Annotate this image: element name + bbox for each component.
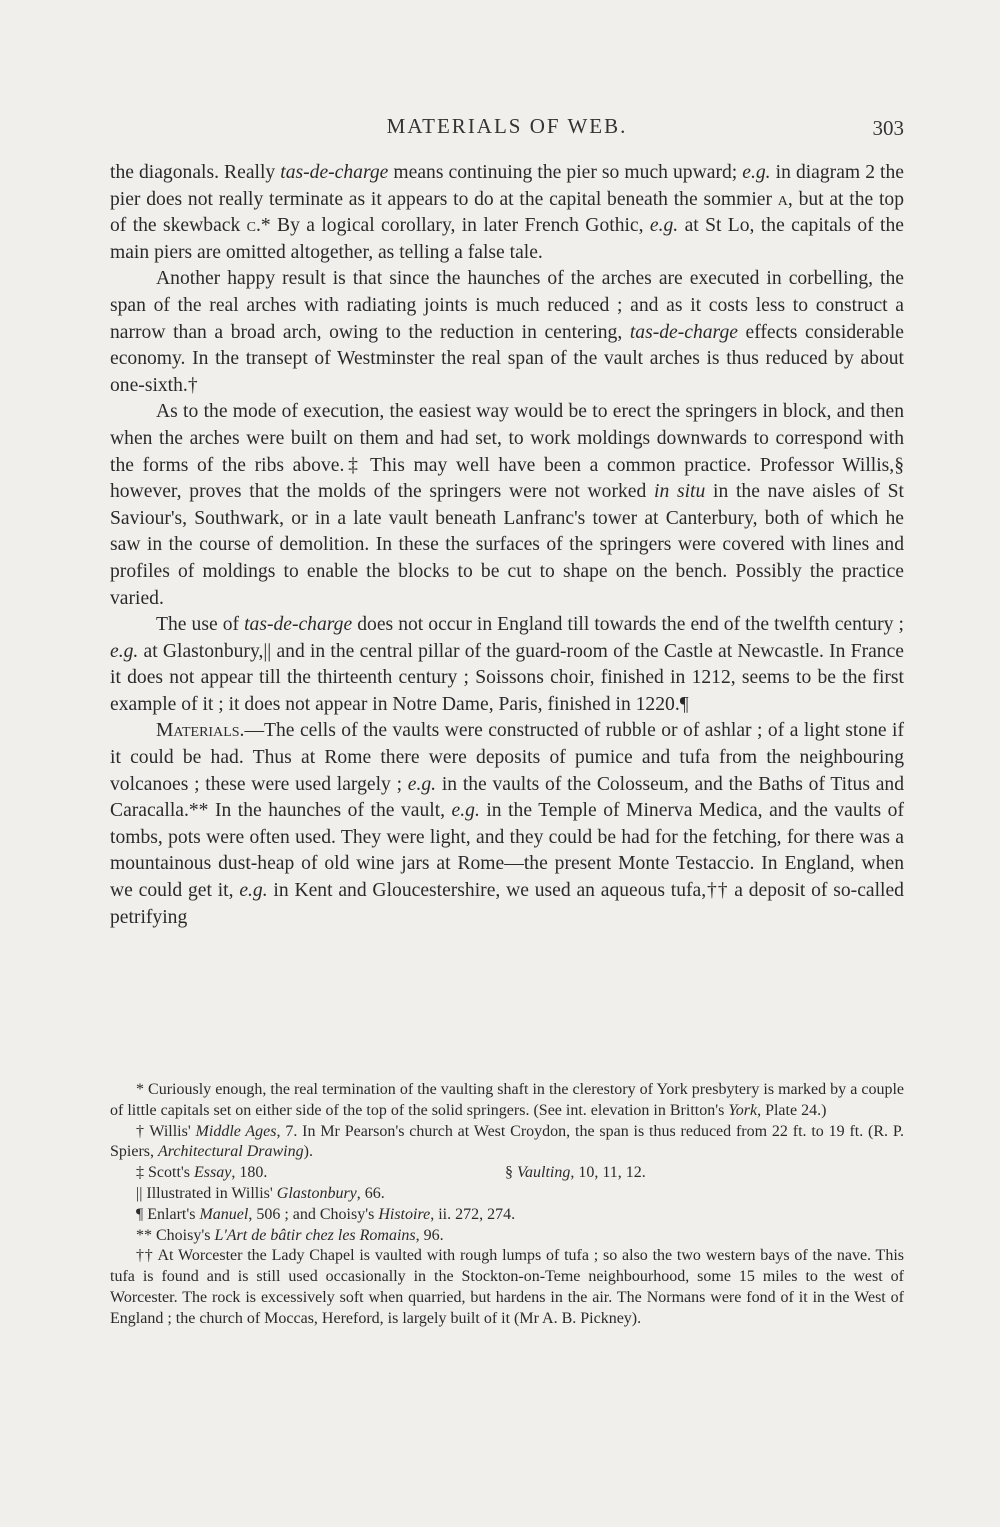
italic-term: tas-de-charge	[244, 614, 353, 636]
footnote-double-dagger-long	[110, 1246, 904, 1329]
text-run: , 180.	[231, 1164, 268, 1182]
page-number: 303	[872, 116, 904, 140]
italic-term: Vaulting	[517, 1164, 571, 1182]
text-run: †† At Worcester the Lady Chapel is vaulted with rough lumps of tufa ; so also the two western bays of the nave. This tufa is found and is still used occasionally in the Stockton-on-Teme neighbourhood, some 15 miles to the west of Worcester. The rock is excessively soft when quarried, but hardens in the air. The Normans were fond of it in the West of England ; the church of Moccas, Hereford, is largely built of it (Mr A. B. Pickney).	[110, 1247, 904, 1327]
paragraph-3	[110, 399, 904, 612]
text-run: ‡ Scott's	[136, 1164, 194, 1182]
text-run: in Kent and Gloucestershire, we used an aqueous tufa,†† a deposit of so-called petrifying	[110, 880, 904, 928]
text-run: † Willis'	[136, 1122, 196, 1140]
italic-term: e.g.	[239, 880, 268, 902]
text-run: , but at the top of the skewback	[110, 188, 904, 237]
text-run: ¶ Enlart's	[136, 1205, 200, 1223]
text-run: at St Lo, the capitals of the main piers are omitted altogether, as telling a false tale.	[110, 215, 904, 263]
italic-term: in situ	[654, 481, 706, 503]
text-run: Another happy result is that since the haunches of the arches are executed in corbelling, the span of the real arches with radiating joints is much reduced ; and as it costs less to construct a narrow than a broad arch, owing to the reduction in centering,	[110, 268, 904, 343]
text-run: , ii. 272, 274.	[430, 1205, 516, 1223]
text-run: ** Choisy's	[136, 1226, 215, 1244]
italic-term: Manuel	[199, 1205, 249, 1223]
italic-term: e.g.	[110, 640, 139, 662]
footnote-double-dagger	[110, 1163, 505, 1184]
text-run: .—The cells of the vaults were constructed of rubble or of ashlar ; of a light stone if it could be had. Thus at Rome there were deposits of pumice and tufa from the neighbouring volcanoes ; these were used largely ;	[110, 720, 904, 795]
italic-term: e.g.	[407, 773, 437, 795]
footnote-asterisk	[110, 1080, 904, 1122]
paragraph-1	[110, 160, 904, 266]
text-run: in the nave aisles of St Saviour's, Southwark, or in a late vault beneath Lanfranc's tower at Canterbury, both of which he saw in the course of demolition. In these the surfaces of the springers were covered with lines and profiles of moldings to enable the blocks to be cut to shape on the bench. Possibly the practice varied.	[110, 481, 905, 609]
small-caps-label: c	[246, 215, 256, 237]
italic-term: Glastonbury	[276, 1184, 357, 1202]
text-run: in diagram 2 the pier does not really terminate as it appears to do at the capital beneath the sommier	[110, 162, 904, 210]
text-run: §	[505, 1164, 517, 1182]
section-heading: Materials	[156, 720, 240, 742]
italic-term: Essay	[194, 1164, 232, 1182]
text-run: , 506 ; and Choisy's	[248, 1205, 379, 1223]
text-run: || Illustrated in Willis'	[136, 1184, 277, 1202]
italic-term: Architectural Drawing	[158, 1143, 304, 1161]
text-run: As to the mode of execution, the easiest way would be to erect the springers in block, and then when the arches were built on them and had set, to work moldings downwards to correspond with the forms of the ribs above.‡ This may well have been a common practice. Professor Willis,§ however, proves that the molds of the springers were not worked	[110, 401, 904, 503]
paragraph-5	[110, 718, 904, 931]
running-head	[110, 114, 904, 144]
italic-term: tas-de-charge	[280, 162, 389, 183]
italic-term: e.g.	[649, 215, 679, 237]
italic-term: York	[728, 1101, 758, 1119]
footnote-parallel	[110, 1184, 904, 1205]
small-caps-label: a	[777, 188, 788, 210]
text-run: The use of	[156, 614, 245, 636]
footnote-section	[505, 1163, 904, 1184]
italic-term: e.g.	[742, 162, 771, 183]
text-run: , 10, 11, 12.	[570, 1164, 646, 1182]
italic-term: Histoire	[378, 1205, 431, 1223]
running-title: MATERIALS OF WEB.	[386, 114, 628, 138]
text-run: , 7. In Mr Pearson's church at West Croydon, the span is thus reduced from 22 ft. to 19 ft. (R. P. Spiers,	[110, 1122, 904, 1161]
footnote-double-asterisk	[110, 1226, 904, 1247]
footnote-dagger	[110, 1122, 904, 1164]
text-run: , 66.	[356, 1184, 385, 1202]
text-run: , 96.	[415, 1226, 444, 1244]
text-run: in the Temple of Minerva Medica, and the vaults of tombs, pots were often used. They were light, and they could be had for the fetching, for there was a mountainous dust-heap of old wine jars at Rome—the present Monte Testaccio. In England, when we could get it,	[110, 800, 904, 902]
body-text	[110, 160, 904, 931]
italic-term: e.g.	[451, 800, 480, 822]
paragraph-2	[110, 266, 904, 399]
text-run: ).	[303, 1143, 313, 1161]
text-run: .* By a logical corollary, in later French Gothic,	[255, 215, 650, 237]
paragraph-4	[110, 612, 904, 718]
text-run: effects considerable economy. In the transept of Westminster the real span of the vault arches is thus reduced by about one-sixth.†	[110, 321, 905, 396]
italic-term: Middle Ages	[195, 1122, 277, 1140]
text-run: , Plate 24.)	[757, 1101, 827, 1119]
footnote-row	[110, 1163, 904, 1184]
footnotes	[110, 1080, 904, 1330]
footnote-pilcrow	[110, 1205, 904, 1226]
text-run: the diagonals. Really	[110, 162, 281, 183]
text-run: means continuing the pier so much upward;	[388, 162, 743, 183]
text-run: at Glastonbury,|| and in the central pillar of the guard-room of the Castle at Newcastle. In France it does not appear till the thirteenth century ; Soissons choir, finished in 1212, seems to be the first example of it ; it does not appear in Notre Dame, Paris, finished in 1220.¶	[110, 640, 904, 715]
italic-term: L'Art de bâtir chez les Romains	[214, 1226, 416, 1244]
text-run: does not occur in England till towards the end of the twelfth century ;	[352, 614, 904, 636]
italic-term: tas-de-charge	[629, 321, 738, 343]
text-run: in the vaults of the Colosseum, and the Baths of Titus and Caracalla.** In the haunches of the vault,	[110, 773, 905, 822]
text-run: * Curiously enough, the real termination of the vaulting shaft in the clerestory of York presbytery is marked by a couple of little capitals set on either side of the top of the solid springers. (See int. elevation in Britton's	[110, 1081, 904, 1119]
